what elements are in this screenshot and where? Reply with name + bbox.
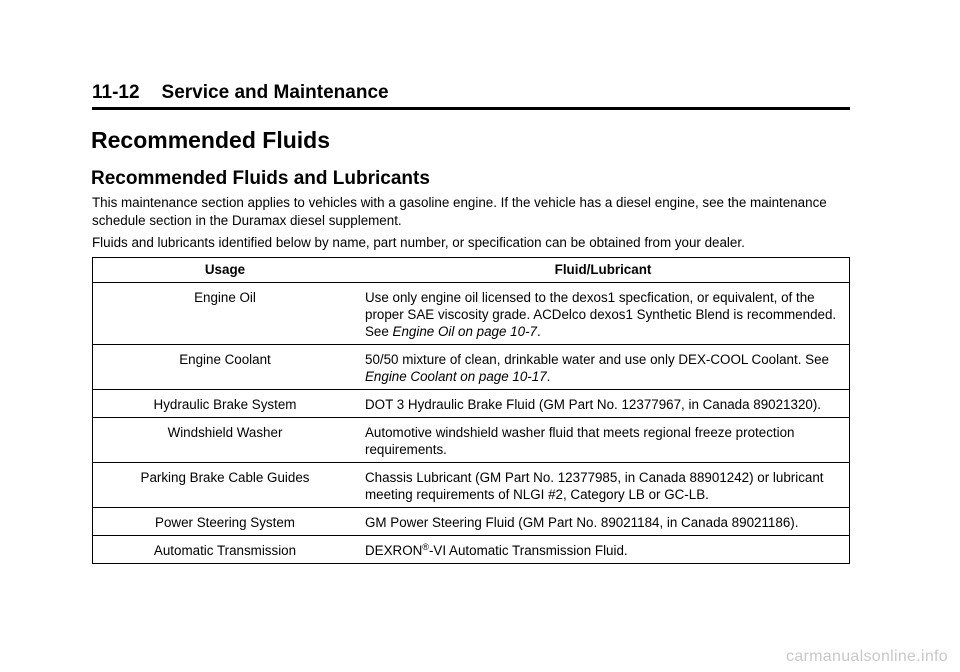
intro-paragraph: This maintenance section applies to vehicles with a gasoline engine. If the vehicle has a diesel engine, see the maintenance schedule section in the Duramax diesel supplement.	[92, 195, 827, 228]
fluid-cell	[357, 418, 850, 463]
fluid-cell	[357, 463, 850, 508]
fluid-text-tail: .	[536, 324, 541, 339]
page-header	[92, 82, 850, 110]
fluid-text-tail: .	[546, 369, 551, 384]
fluid-cell	[357, 390, 850, 418]
page-reference-link[interactable]: Engine Coolant on page 10-17	[365, 369, 547, 384]
fluid-column-header: Fluid/Lubricant	[357, 258, 850, 283]
table-row	[93, 345, 850, 390]
fluid-cell	[357, 345, 850, 390]
fluid-text: DOT 3 Hydraulic Brake Fluid (GM Part No. 12377967, in Canada 89021320).	[365, 397, 822, 412]
fluid-text-tail: -VI Automatic Transmission Fluid.	[428, 543, 628, 558]
fluid-cell	[357, 536, 850, 564]
fluid-text: DEXRON	[365, 543, 423, 558]
fluid-text: 50/50 mixture of clean, drinkable water and use only DEX-COOL Coolant. See	[365, 352, 829, 367]
watermark: carmanualsonline.info	[786, 648, 948, 665]
usage-cell: Parking Brake Cable Guides	[93, 463, 358, 508]
page-title: Recommended Fluids	[91, 127, 330, 153]
usage-cell: Automatic Transmission	[93, 536, 358, 564]
fluid-text: Automotive windshield washer fluid that meets regional freeze protection requirements.	[365, 425, 795, 457]
section-subtitle: Recommended Fluids and Lubricants	[91, 168, 430, 189]
usage-cell: Hydraulic Brake System	[93, 390, 358, 418]
table-row	[93, 536, 850, 564]
page-reference-link[interactable]: Engine Oil on page 10-7	[392, 324, 537, 339]
usage-column-header: Usage	[93, 258, 358, 283]
usage-cell: Engine Coolant	[93, 345, 358, 390]
usage-cell: Power Steering System	[93, 508, 358, 536]
registered-mark: ®	[422, 542, 429, 552]
dealer-paragraph: Fluids and lubricants identified below by name, part number, or specification can be obtained from your dealer.	[92, 235, 745, 250]
table-row	[93, 283, 850, 345]
fluid-text: Use only engine oil licensed to the dexos1 specfication, or equivalent, of the proper SAE viscosity grade. ACDelco dexos1 Synthetic Blend is recommended. See	[365, 290, 837, 339]
table-row	[93, 508, 850, 536]
table-header-row	[93, 258, 850, 283]
table-row	[93, 390, 850, 418]
fluid-cell	[357, 283, 850, 345]
fluid-cell	[357, 508, 850, 536]
fluid-text: GM Power Steering Fluid (GM Part No. 89021184, in Canada 89021186).	[365, 515, 799, 530]
table-row	[93, 418, 850, 463]
page-number: 11-12	[92, 82, 140, 103]
usage-cell: Engine Oil	[93, 283, 358, 345]
usage-cell: Windshield Washer	[93, 418, 358, 463]
section-title: Service and Maintenance	[161, 82, 389, 103]
fluid-text: Chassis Lubricant (GM Part No. 12377985, in Canada 88901242) or lubricant meeting requirements of NLGI #2, Category LB or GC-LB.	[365, 470, 824, 502]
fluids-table	[92, 257, 850, 564]
table-row	[93, 463, 850, 508]
